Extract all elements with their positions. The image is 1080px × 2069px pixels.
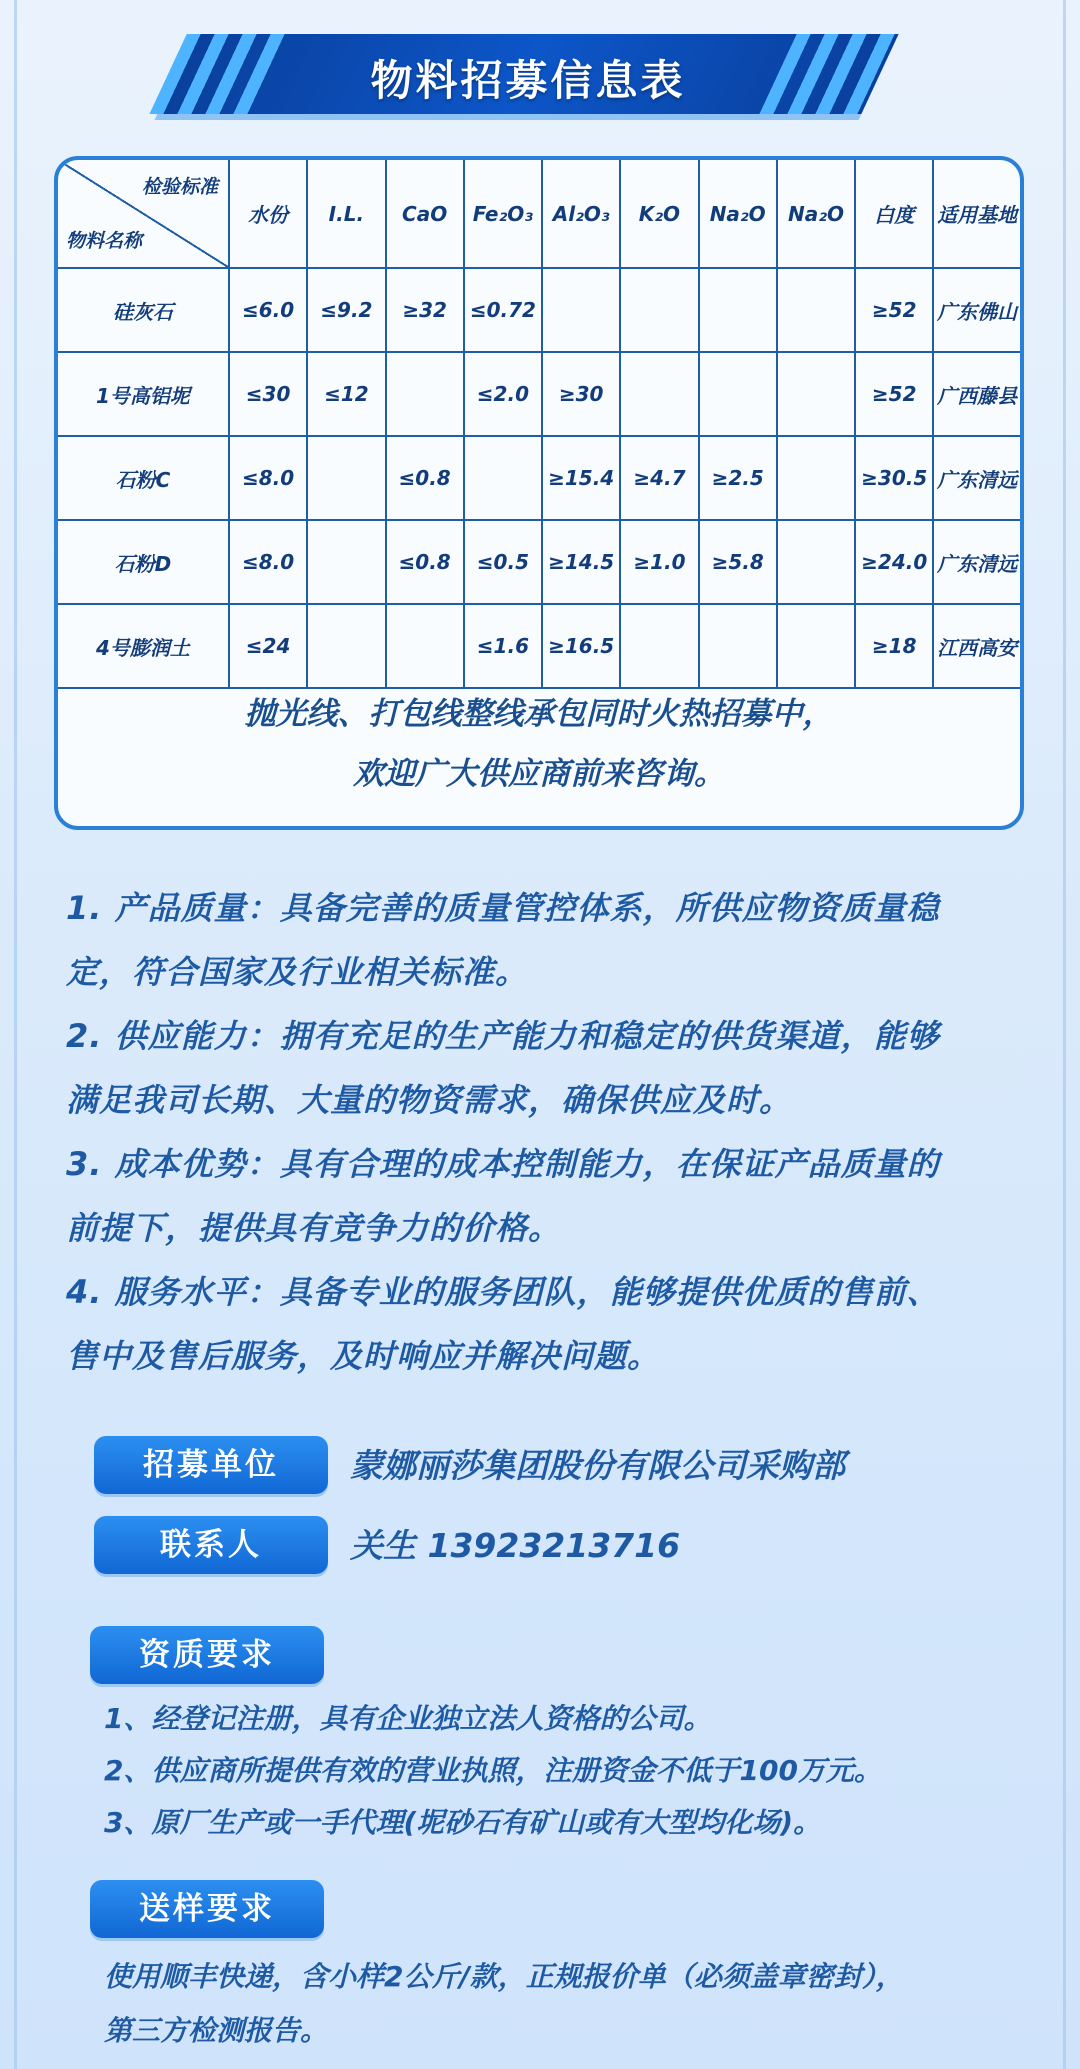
table-cell: ≤6.0 [229,268,307,352]
table-cell-base: 广东清远 [933,520,1020,604]
table-cell [620,268,698,352]
table-cell [464,436,542,520]
table-cell: ≥32 [386,268,464,352]
table-cell-base: 广东佛山 [933,268,1020,352]
column-header: CaO [386,160,464,268]
criteria-line: 前提下，提供具有竞争力的价格。 [66,1209,562,1247]
table-corner-cell [58,160,229,268]
criteria-line: 售中及售后服务，及时响应并解决问题。 [66,1337,661,1375]
sample-line: 第三方检测报告。 [104,2014,329,2047]
column-header: 水份 [229,160,307,268]
criteria-line: 2. 供应能力：拥有充足的生产能力和稳定的供货渠道，能够 [66,1017,940,1055]
table-cell [386,604,464,688]
column-header: Al₂O₃ [542,160,620,268]
table-cell-material: 硅灰石 [58,268,229,352]
table-cell: ≥18 [855,604,933,688]
recruiter-label-badge: 招募单位 [94,1436,328,1494]
recruiter-value: 蒙娜丽莎集团股份有限公司采购部 [350,1446,845,1485]
table-cell [777,604,855,688]
materials-table [58,160,1020,689]
column-header: I.L. [307,160,385,268]
table-cell: ≤8.0 [229,520,307,604]
table-footer-line: 欢迎广大供应商前来咨询。 [353,756,725,792]
column-header: Na₂O [777,160,855,268]
left-frame-line [14,0,17,2069]
table-cell [699,352,777,436]
table-cell [777,436,855,520]
table-cell: ≥14.5 [542,520,620,604]
table-cell [777,520,855,604]
table-row [58,352,1020,436]
corner-label-material: 物料名称 [66,230,143,252]
table-cell-material: 石粉C [58,436,229,520]
right-frame-line [1063,0,1066,2069]
column-header: K₂O [620,160,698,268]
qualification-item: 3、原厂生产或一手代理(坭砂石有矿山或有大型均化场)。 [104,1806,822,1839]
table-cell: ≥2.5 [699,436,777,520]
table-cell: ≥24.0 [855,520,933,604]
page-title: 物料招募信息表 [370,56,686,105]
table-footer-note [58,684,1020,804]
table-cell: ≤30 [229,352,307,436]
title-banner [176,34,880,114]
table-cell [307,604,385,688]
table-cell-base: 江西高安 [933,604,1020,688]
table-cell: ≤8.0 [229,436,307,520]
table-cell-base: 广东清远 [933,436,1020,520]
column-header: 白度 [855,160,933,268]
table-cell [699,604,777,688]
table-header-row [58,160,1020,268]
table-cell-material: 4号膨润土 [58,604,229,688]
table-cell [620,604,698,688]
criteria-line: 4. 服务水平：具备专业的服务团队，能够提供优质的售前、 [66,1273,940,1311]
table-cell: ≤0.8 [386,436,464,520]
table-cell [542,268,620,352]
table-cell: ≤0.8 [386,520,464,604]
table-cell: ≤9.2 [307,268,385,352]
qualification-label-badge: 资质要求 [90,1626,324,1684]
table-row [58,604,1020,688]
table-cell [307,520,385,604]
table-cell: ≤12 [307,352,385,436]
contact-label-badge: 联系人 [94,1516,328,1574]
corner-label-standard: 检验标准 [141,176,218,198]
table-cell: ≤1.6 [464,604,542,688]
column-header: 适用基地 [933,160,1020,268]
table-cell [620,352,698,436]
supplier-criteria-list [66,876,1026,1388]
column-header: Fe₂O₃ [464,160,542,268]
table-cell: ≥30 [542,352,620,436]
criteria-line: 3. 成本优势：具有合理的成本控制能力，在保证产品质量的 [66,1145,940,1183]
qualification-list [104,1693,1024,1849]
materials-table-card [54,156,1024,830]
table-cell [699,268,777,352]
table-cell: ≥52 [855,352,933,436]
table-cell [307,436,385,520]
qualification-item: 1、经登记注册，具有企业独立法人资格的公司。 [104,1702,712,1735]
sample-requirements [104,1950,1024,2058]
table-cell: ≤0.5 [464,520,542,604]
table-cell: ≤24 [229,604,307,688]
criteria-line: 满足我司长期、大量的物资需求，确保供应及时。 [66,1081,793,1119]
table-cell [777,268,855,352]
table-cell [777,352,855,436]
table-cell: ≤2.0 [464,352,542,436]
qualification-item: 2、供应商所提供有效的营业执照，注册资金不低于100万元。 [104,1754,882,1787]
table-cell: ≥15.4 [542,436,620,520]
table-row [58,520,1020,604]
criteria-line: 1. 产品质量：具备完善的质量管控体系，所供应物资质量稳 [66,889,940,927]
table-cell-base: 广西藤县 [933,352,1020,436]
table-cell [386,352,464,436]
column-header: Na₂O [699,160,777,268]
table-cell: ≥4.7 [620,436,698,520]
criteria-line: 定，符合国家及行业相关标准。 [66,953,529,991]
sample-label-badge: 送样要求 [90,1880,324,1938]
sample-line: 使用顺丰快递，含小样2公斤/款，正规报价单（必须盖章密封）， [104,1960,904,1993]
table-cell: ≥5.8 [699,520,777,604]
table-cell: ≥1.0 [620,520,698,604]
contact-value: 关生 13923213716 [350,1526,681,1565]
table-cell: ≤0.72 [464,268,542,352]
table-row [58,436,1020,520]
table-cell-material: 石粉D [58,520,229,604]
table-cell: ≥52 [855,268,933,352]
table-cell: ≥16.5 [542,604,620,688]
table-row [58,268,1020,352]
table-footer-line: 抛光线、打包线整线承包同时火热招募中， [244,696,834,732]
table-cell: ≥30.5 [855,436,933,520]
table-cell-material: 1号高铝坭 [58,352,229,436]
